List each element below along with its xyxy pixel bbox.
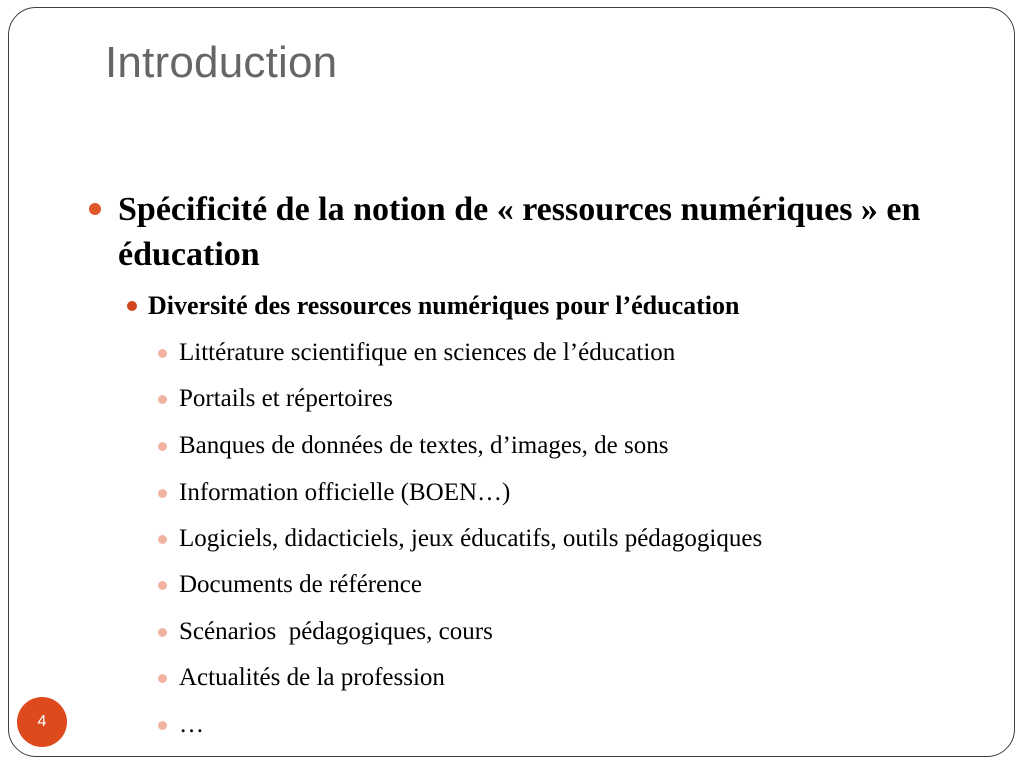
bullet-level2	[148, 290, 740, 322]
bullet-level3-item	[179, 570, 422, 600]
bullet-dot-icon	[158, 721, 167, 730]
bullet-dot-icon	[127, 301, 137, 311]
bullet-level3-item	[179, 431, 668, 461]
bullet-level3-text: Information officielle (BOEN…)	[179, 479, 511, 506]
bullet-level3-text: Scénarios pédagogiques, cours	[179, 618, 493, 645]
bullet-dot-icon	[158, 628, 167, 637]
slide-frame	[8, 7, 1015, 757]
bullet-level2-text: Diversité des ressources numériques pour l’éducation	[148, 291, 740, 320]
bullet-level3-item	[179, 663, 445, 693]
bullet-level3-item	[179, 384, 393, 414]
bullet-dot-icon	[158, 395, 167, 404]
page-number: 4	[37, 713, 47, 730]
bullet-level3-text: Portails et répertoires	[179, 385, 393, 412]
bullet-level1-text: Spécificité de la notion de « ressources numériques » en éducation	[118, 191, 921, 273]
bullet-level3-item	[179, 478, 510, 508]
bullet-dot-icon	[158, 442, 167, 451]
bullet-level3-item	[179, 617, 493, 647]
bullet-dot-icon	[158, 489, 167, 498]
bullet-level3-item	[179, 338, 675, 368]
bullet-level3-text: Littérature scientifique en sciences de l’éducation	[179, 339, 676, 366]
page-number-badge	[17, 697, 67, 747]
bullet-level3-text: Documents de référence	[179, 571, 422, 598]
bullet-dot-icon	[158, 349, 167, 358]
bullet-dot-icon	[158, 674, 167, 683]
bullet-level3-text: …	[179, 711, 204, 738]
bullet-level3-item	[179, 710, 204, 740]
bullet-level3-text: Actualités de la profession	[179, 664, 445, 691]
bullet-level1	[118, 187, 1013, 277]
bullet-dot-icon	[89, 203, 101, 215]
bullet-level3-text: Banques de données de textes, d’images, de sons	[179, 432, 669, 459]
bullet-level3-text: Logiciels, didacticiels, jeux éducatifs, outils pédagogiques	[179, 525, 763, 552]
bullet-dot-icon	[158, 581, 167, 590]
slide-title: Introduction	[105, 38, 338, 87]
bullet-level3-item	[179, 524, 762, 554]
bullet-dot-icon	[158, 535, 167, 544]
